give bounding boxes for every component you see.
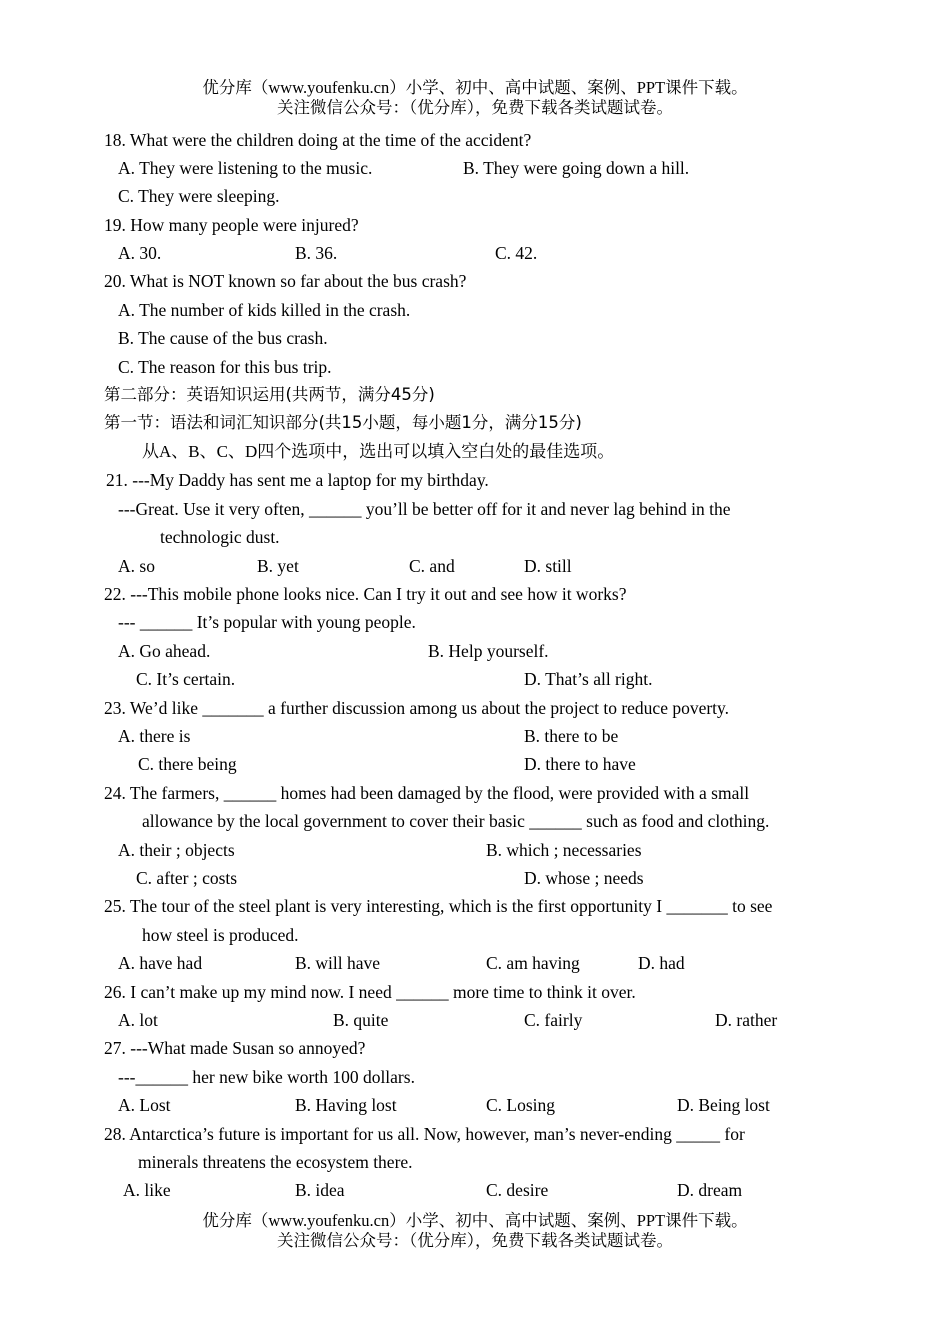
q19-option-a: A. 30.	[118, 243, 162, 263]
q21-line-3: technologic dust.	[160, 527, 280, 547]
section1-instruction: 从A、B、C、D四个选项中，选出可以填入空白处的最佳选项。	[142, 442, 615, 461]
q22-option-d: D. That’s all right.	[524, 669, 653, 689]
q18-option-c: C. They were sleeping.	[118, 186, 280, 206]
q25-line-1: 25. The tour of the steel plant is very interesting, which is the first opportunity I _______ to see	[104, 896, 773, 916]
q26-option-d: D. rather	[715, 1010, 778, 1030]
q23-option-b: B. there to be	[524, 726, 619, 746]
q28-line-1: 28. Antarctica’s future is important for us all. Now, however, man’s never-ending _____ for	[104, 1124, 745, 1144]
header-line-2: 关注微信公众号：（优分库），免费下载各类试题试卷。	[277, 98, 673, 117]
q18-option-a: A. They were listening to the music.	[118, 158, 373, 178]
q27-option-d: D. Being lost	[677, 1095, 770, 1115]
q20-option-b: B. The cause of the bus crash.	[118, 328, 328, 348]
q21-option-b: B. yet	[257, 556, 299, 576]
q22-option-b: B. Help yourself.	[428, 641, 549, 661]
q24-line-1: 24. The farmers, ______ homes had been damaged by the flood, were provided with a small	[104, 783, 750, 803]
q20-option-a: A. The number of kids killed in the crash.	[118, 300, 411, 320]
q22-line-2: --- ______ It’s popular with young people.	[118, 612, 416, 632]
q22-line-1: 22. ---This mobile phone looks nice. Can I try it out and see how it works?	[104, 584, 627, 604]
part2-title: 第二部分：英语知识运用(共两节，满分45分)	[104, 385, 435, 404]
q28-option-a: A. like	[123, 1180, 171, 1200]
q27-option-b: B. Having lost	[295, 1095, 397, 1115]
q28-option-c: C. desire	[486, 1180, 549, 1200]
q19-stem: 19. How many people were injured?	[104, 215, 359, 235]
q22-option-c: C. It’s certain.	[136, 669, 236, 689]
q28-option-d: D. dream	[677, 1180, 743, 1200]
q25-line-2: how steel is produced.	[142, 925, 299, 945]
q22-option-a: A. Go ahead.	[118, 641, 211, 661]
q23-line-1: 23. We’d like _______ a further discussion among us about the project to reduce poverty.	[104, 698, 730, 718]
q24-option-c: C. after ; costs	[136, 868, 238, 888]
q25-option-b: B. will have	[295, 953, 381, 973]
q25-option-d: D. had	[638, 953, 685, 973]
q28-option-b: B. idea	[295, 1180, 345, 1200]
q20-option-c: C. The reason for this bus trip.	[118, 357, 332, 377]
q27-option-c: C. Losing	[486, 1095, 556, 1115]
q23-option-d: D. there to have	[524, 754, 636, 774]
q18-stem: 18. What were the children doing at the time of the accident?	[104, 130, 532, 150]
q21-line-1: 21. ---My Daddy has sent me a laptop for my birthday.	[106, 470, 489, 490]
q28-line-2: minerals threatens the ecosystem there.	[138, 1152, 413, 1172]
q26-option-a: A. lot	[118, 1010, 158, 1030]
q19-option-c: C. 42.	[495, 243, 538, 263]
q23-option-a: A. there is	[118, 726, 191, 746]
q26-option-c: C. fairly	[524, 1010, 583, 1030]
q21-option-d: D. still	[524, 556, 572, 576]
q20-stem: 20. What is NOT known so far about the bus crash?	[104, 271, 467, 291]
q27-line-2: ---______ her new bike worth 100 dollars.	[118, 1067, 415, 1087]
footer-line-1: 优分库（www.youfenku.cn）小学、初中、高中试题、案例、PPT课件下载。	[202, 1211, 748, 1230]
q26-line-1: 26. I can’t make up my mind now. I need ______ more time to think it over.	[104, 982, 636, 1002]
q27-line-1: 27. ---What made Susan so annoyed?	[104, 1038, 366, 1058]
q24-option-d: D. whose ; needs	[524, 868, 644, 888]
q21-option-c: C. and	[409, 556, 455, 576]
q19-option-b: B. 36.	[295, 243, 338, 263]
q23-option-c: C. there being	[138, 754, 237, 774]
q21-option-a: A. so	[118, 556, 155, 576]
header-line-1: 优分库（www.youfenku.cn）小学、初中、高中试题、案例、PPT课件下载。	[202, 78, 748, 97]
section1-title: 第一节：语法和词汇知识部分(共15小题，每小题1分，满分15分)	[104, 413, 582, 432]
q18-option-b: B. They were going down a hill.	[463, 158, 690, 178]
q24-option-b: B. which ; necessaries	[486, 840, 642, 860]
q26-option-b: B. quite	[333, 1010, 389, 1030]
q25-option-a: A. have had	[118, 953, 203, 973]
q27-option-a: A. Lost	[118, 1095, 171, 1115]
q24-line-2: allowance by the local government to cover their basic ______ such as food and clothing.	[142, 811, 770, 831]
q24-option-a: A. their ; objects	[118, 840, 235, 860]
footer-line-2: 关注微信公众号：（优分库），免费下载各类试题试卷。	[277, 1231, 673, 1250]
q25-option-c: C. am having	[486, 953, 580, 973]
q21-line-2: ---Great. Use it very often, ______ you’ll be better off for it and never lag behind in the	[118, 499, 731, 519]
